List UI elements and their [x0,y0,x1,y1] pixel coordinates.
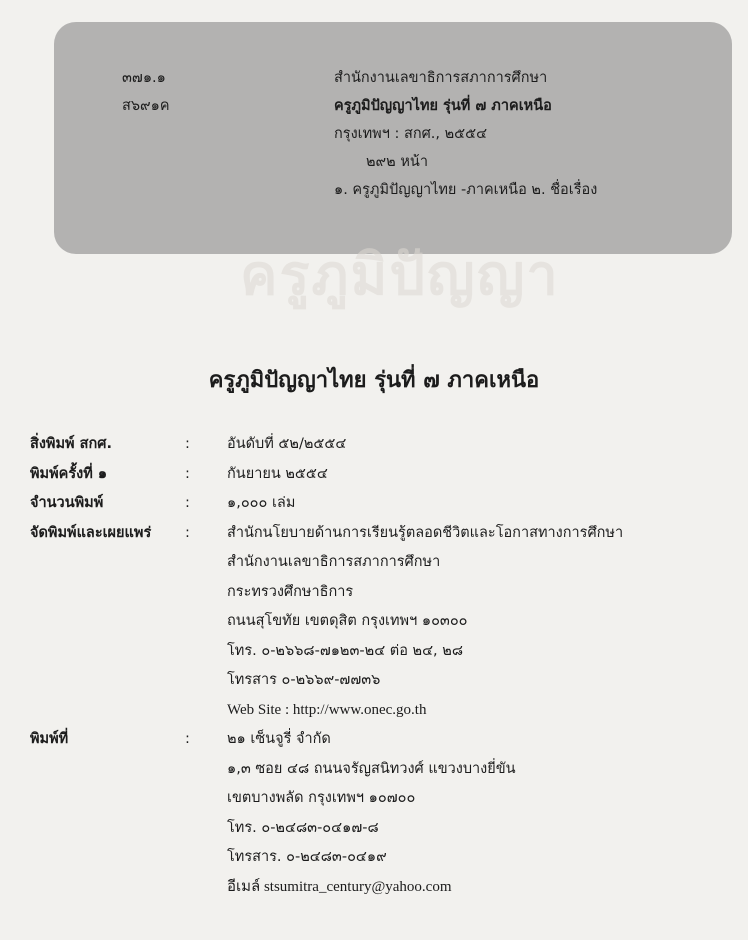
detail-value-line: ถนนสุโขทัย เขตดุสิต กรุงเทพฯ ๑๐๓๐๐ [227,613,468,629]
detail-value-line: โทรสาร ๐-๒๖๖๙-๗๗๓๖ [227,672,381,688]
detail-label: สิ่งพิมพ์ สกศ. [30,436,112,452]
publication-details [30,430,623,902]
cip-imprint: กรุงเทพฯ : สกศ., ๒๕๕๔ [334,126,488,142]
cip-catalog-box [54,22,732,254]
detail-colon: : [185,465,190,482]
cip-subjects: ๑. ครูภูมิปัญญาไทย -ภาคเหนือ ๒. ชื่อเรื่อง [334,182,598,198]
detail-colon: : [185,495,190,511]
detail-row [30,519,623,726]
cip-class-number: ๓๗๑.๑ [122,70,166,86]
detail-value-line: โทรสาร. ๐-๒๔๘๓-๐๔๑๙ [227,849,387,865]
show-through-text: ครูภูมิปัญญา [240,243,560,308]
detail-values [227,725,516,902]
book-title: ครูภูมิปัญญาไทย รุ่นที่ ๗ ภาคเหนือ [208,367,540,393]
detail-values [227,460,328,490]
cip-entry [334,64,597,204]
detail-row [30,430,623,460]
detail-row [30,460,623,490]
cip-pages: ๒๙๒ หน้า [366,154,428,170]
detail-value-line: ๒๑ เซ็นจูรี่ จำกัด [227,731,331,747]
detail-value-line: โทร. ๐-๒๖๖๘-๗๑๒๓-๒๔ ต่อ ๒๔, ๒๘ [227,642,464,659]
detail-value-line: กระทรวงศึกษาธิการ [227,583,354,600]
detail-value-line: อันดับที่ ๕๒/๒๕๕๔ [227,436,347,452]
cip-title: ครูภูมิปัญญาไทย รุ่นที่ ๗ ภาคเหนือ [334,98,552,114]
detail-value-line: สำนักงานเลขาธิการสภาการศึกษา [227,554,441,570]
detail-label: จัดพิมพ์และเผยแพร่ [30,524,152,541]
detail-colon: : [185,731,190,747]
detail-colon: : [185,436,190,452]
cip-author: สำนักงานเลขาธิการสภาการศึกษา [334,70,548,86]
detail-value-line: เขตบางพลัด กรุงเทพฯ ๑๐๗๐๐ [227,790,416,806]
detail-value-line: โทร. ๐-๒๔๘๓-๐๔๑๗-๘ [227,819,379,836]
detail-colon: : [185,524,190,541]
detail-value-line: ๑,๓ ซอย ๔๘ ถนนจรัญสนิทวงศ์ แขวงบางยี่ขัน [227,760,516,777]
cip-call-number: ส๖๙๑ค [122,98,170,114]
cip-numbers [122,64,170,120]
detail-value-line: Web Site : http://www.onec.go.th [227,701,427,718]
detail-value-line: กันยายน ๒๕๕๔ [227,465,328,482]
detail-values [227,519,623,726]
detail-values [227,430,346,460]
detail-label: พิมพ์ที่ [30,731,69,747]
detail-row [30,725,623,902]
detail-label: พิมพ์ครั้งที่ ๑ [30,465,108,482]
detail-row [30,489,623,519]
detail-values [227,489,295,519]
detail-value-line: ๑,๐๐๐ เล่ม [227,495,296,511]
detail-value-line: อีเมล์ stsumitra_century@yahoo.com [227,878,452,895]
detail-label: จำนวนพิมพ์ [30,495,104,511]
detail-value-line: สำนักนโยบายด้านการเรียนรู้ตลอดชีวิตและโอกาสทางการศึกษา [227,524,624,541]
